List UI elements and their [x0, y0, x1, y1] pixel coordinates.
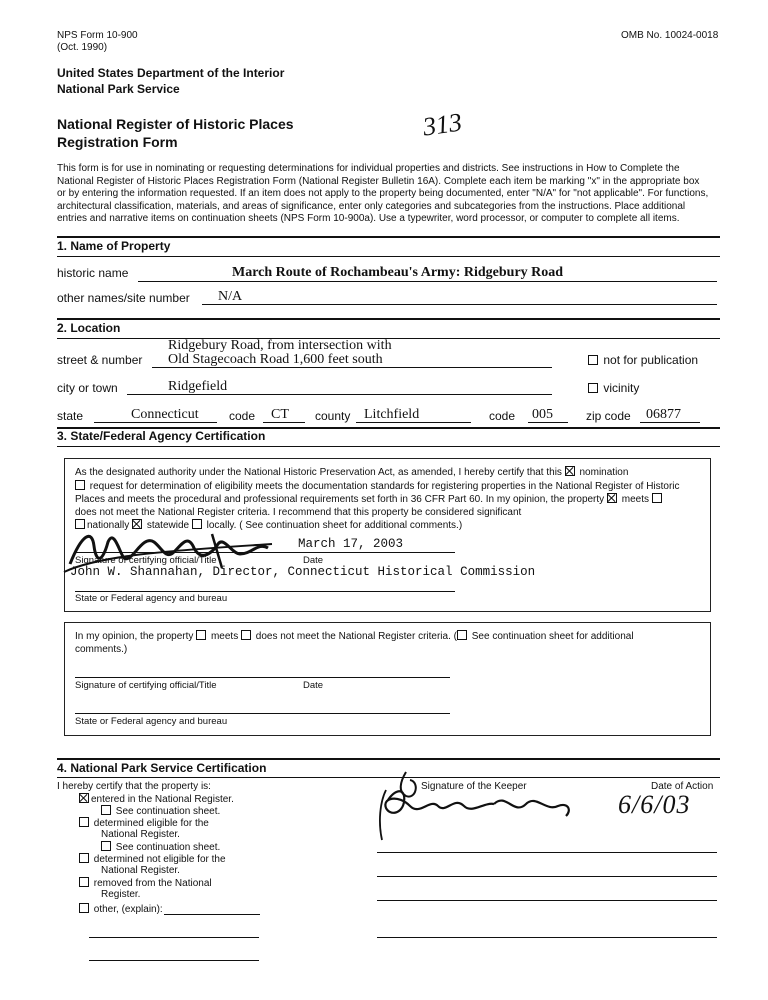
entered-option: entered in the National Register. — [79, 793, 234, 805]
state-code-value: CT — [271, 407, 289, 422]
continuation-checkbox-1[interactable] — [101, 805, 111, 815]
zip-value: 06877 — [646, 407, 681, 422]
historic-name-value: March Route of Rochambeau's Army: Ridgebury Road — [232, 265, 564, 280]
divider — [57, 318, 720, 320]
state-label: state — [57, 409, 84, 423]
determined-eligible-option: determined eligible for the — [79, 817, 209, 829]
state-code-label: code — [229, 409, 256, 423]
action-date-value: 6/6/03 — [618, 790, 691, 819]
street-label: street & number — [57, 353, 143, 367]
county-label: county — [315, 409, 351, 423]
field-underline — [152, 367, 552, 368]
other-names-label: other names/site number — [57, 291, 190, 305]
omb-number: OMB No. 10024-0018 — [621, 30, 719, 41]
field-underline — [138, 281, 717, 282]
other-explain-line — [164, 914, 260, 915]
keeper-line — [377, 900, 717, 901]
county-code-label: code — [489, 409, 516, 423]
date-label: Date — [303, 555, 324, 566]
zip-label: zip code — [586, 409, 631, 423]
not-eligible-checkbox[interactable] — [79, 853, 89, 863]
other-explain-line — [89, 937, 259, 938]
city-label: city or town — [57, 381, 118, 395]
signature-label: Signature of certifying official/Title — [75, 555, 217, 566]
not-eligible-option: determined not eligible for the — [79, 853, 226, 865]
opinion-text: In my opinion, the property meets does not meet the National Register criteria. ( See continuation sheet for additional comments.) — [75, 631, 634, 655]
agency-label: State or Federal agency and bureau — [75, 593, 228, 604]
divider — [57, 236, 720, 238]
other-names-value: N/A — [218, 289, 243, 304]
see-continuation-2: See continuation sheet. — [101, 841, 220, 853]
other-explain-line — [89, 960, 259, 961]
removed-checkbox[interactable] — [79, 877, 89, 887]
field-underline — [263, 422, 305, 423]
section-3-heading: 3. State/Federal Agency Certification — [57, 429, 266, 443]
department: United States Department of the Interior — [57, 66, 285, 80]
removed-option: removed from the National — [79, 877, 212, 889]
county-value: Litchfield — [364, 407, 420, 422]
county-code-value: 005 — [532, 407, 553, 422]
divider — [57, 256, 720, 257]
determined-eligible-checkbox[interactable] — [79, 817, 89, 827]
action-date-label: Date of Action — [651, 781, 714, 792]
meets-checkbox[interactable] — [607, 493, 617, 503]
determined-eligible-line-2: National Register. — [101, 829, 180, 840]
official-name: John W. Shannahan, Director, Connecticut Historical Commission — [70, 565, 536, 579]
agency-line-2 — [75, 713, 450, 714]
nomination-checkbox[interactable] — [565, 466, 575, 476]
form-title-2: Registration Form — [57, 134, 178, 150]
state-value: Connecticut — [131, 407, 199, 422]
keeper-line — [377, 876, 717, 877]
keeper-label: Signature of the Keeper — [421, 781, 527, 792]
not-for-publication: not for publication — [588, 353, 698, 367]
signature-label-2: Signature of certifying official/Title — [75, 680, 217, 691]
handwritten-mark: 313 — [421, 107, 464, 142]
not-eligible-line-2: National Register. — [101, 865, 180, 876]
agency-line — [75, 591, 455, 592]
opinion-not-meet-checkbox[interactable] — [241, 630, 251, 640]
signature-line-2 — [75, 677, 450, 678]
keeper-line — [377, 852, 717, 853]
continuation-checkbox-2[interactable] — [101, 841, 111, 851]
keeper-signature — [376, 762, 586, 842]
street-line-2: Old Stagecoach Road 1,600 feet south — [168, 352, 383, 367]
section-4-heading: 4. National Park Service Certification — [57, 761, 267, 775]
instructions: This form is for use in nominating or requesting determinations for individual properties and districts. See instructions in How to Complete the National Register of Historic Places Registration Form (National Register Bulletin 16A). Complete each item be marking "x" in the appropriate box or by entering the information requested. If an item does not apply to the property being documented, enter "N/A" for "not applicable". For functions, architectural classification, materials, and areas of significance, enter only categories and subcategories from the instructions. Place additional entries and narrative items on continuation sheets (NPS Form 10-900a). Use a typewriter, word processor, or computer to complete all items. — [57, 163, 709, 225]
request-checkbox[interactable] — [75, 480, 85, 490]
form-number: NPS Form 10-900 — [57, 30, 138, 41]
divider — [57, 758, 720, 760]
certify-intro: I hereby certify that the property is: — [57, 781, 211, 792]
see-continuation-1: See continuation sheet. — [101, 805, 220, 817]
field-underline — [202, 304, 717, 305]
other-checkbox[interactable] — [79, 903, 89, 913]
field-underline — [528, 422, 568, 423]
entered-checkbox[interactable] — [79, 793, 89, 803]
form-title-1: National Register of Historic Places — [57, 116, 294, 132]
field-underline — [127, 394, 552, 395]
signature-line — [75, 552, 455, 553]
form-date: (Oct. 1990) — [57, 42, 108, 53]
agency-label-2: State or Federal agency and bureau — [75, 716, 228, 727]
certification-text: As the designated authority under the National Historic Preservation Act, as amended, I hereby certify that this nomination request for determination of eligibility meets the documentation standards for registering properties in the National Register of Historic Places and meets the procedural and professional requirements set forth in 36 CFR Part 60. In my opinion, the property meets does not meet the National Register criteria. I recommend that this property be considered significant nationally statewide locally. ( See continuation sheet for additional comments.) — [75, 467, 680, 532]
does-not-meet-checkbox[interactable] — [652, 493, 662, 503]
not-for-publication-checkbox[interactable] — [588, 355, 598, 365]
signed-date: March 17, 2003 — [298, 537, 404, 551]
field-underline — [94, 422, 217, 423]
date-label-2: Date — [303, 680, 324, 691]
other-option: other, (explain): — [79, 903, 163, 915]
street-line-1: Ridgebury Road, from intersection with — [168, 338, 392, 353]
field-underline — [640, 422, 700, 423]
service: National Park Service — [57, 82, 180, 96]
opinion-meets-checkbox[interactable] — [196, 630, 206, 640]
city-value: Ridgefield — [168, 379, 228, 394]
vicinity: vicinity — [588, 381, 639, 395]
vicinity-checkbox[interactable] — [588, 383, 598, 393]
opinion-continuation-checkbox[interactable] — [457, 630, 467, 640]
field-underline — [356, 422, 471, 423]
removed-line-2: Register. — [101, 889, 141, 900]
section-2-heading: 2. Location — [57, 321, 121, 335]
keeper-line — [377, 937, 717, 938]
section-1-heading: 1. Name of Property — [57, 239, 171, 253]
historic-name-label: historic name — [57, 266, 129, 280]
divider — [57, 446, 720, 447]
